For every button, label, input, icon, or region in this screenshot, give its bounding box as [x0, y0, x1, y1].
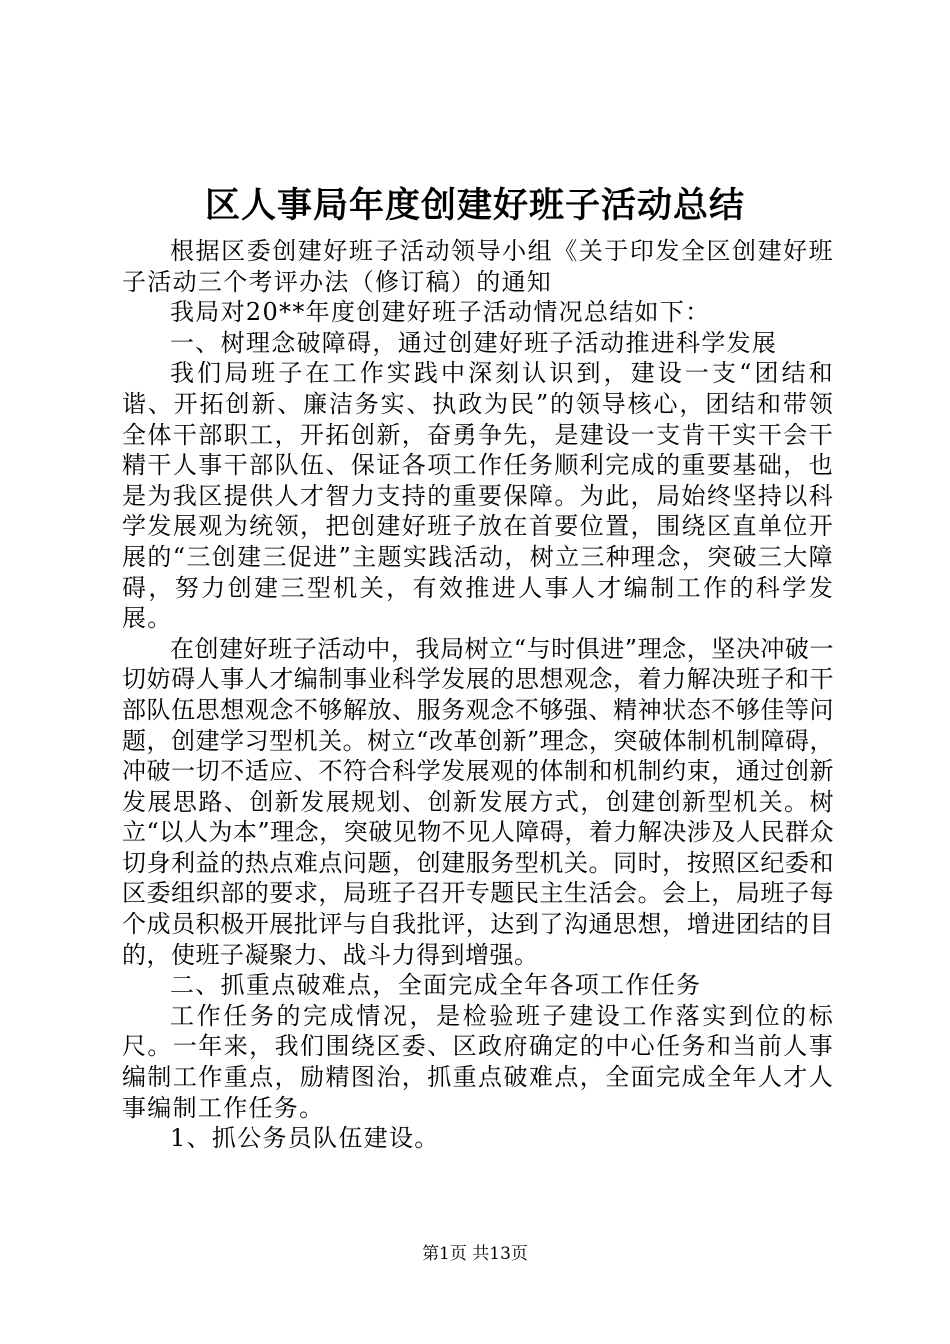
page-number-footer: 第1页 共13页: [422, 1244, 528, 1264]
section-heading-2: 二、抓重点破难点，全面完成全年各项工作任务: [170, 971, 702, 1000]
subsection-heading-1: 1、抓公务员队伍建设。: [170, 1124, 440, 1153]
paragraph-intro: 根据区委创建好班子活动领导小组《关于印发全区创建好班子活动三个考评办法（修订稿）的通知: [122, 237, 834, 296]
paragraph-body: 在创建好班子活动中，我局树立“与时俱进”理念，坚决冲破一切妨碍人事人才编制事业科学发展的思想观念，着力解决班子和干部队伍思想观念不够解放、服务观念不够强、精神状态不够佳等问题，创建学习型机关。树立“改革创新”理念，突破体制机制障碍，冲破一切不适应、不符合科学发展观的体制和机制约束，通过创新发展思路、创新发展规划、创新发展方式，创建创新型机关。树立“以人为本”理念，突破见物不见人障碍，着力解决涉及人民群众切身利益的热点难点问题，创建服务型机关。同时，按照区纪委和区委组织部的要求，局班子召开专题民主生活会。会上，局班子每个成员积极开展批评与自我批评，达到了沟通思想，增进团结的目的，使班子凝聚力、战斗力得到增强。: [122, 634, 834, 969]
document-title: 区人事局年度创建好班子活动总结: [204, 185, 745, 226]
paragraph-body: 工作任务的完成情况，是检验班子建设工作落实到位的标尺。一年来，我们围绕区委、区政府确定的中心任务和当前人事编制工作重点，励精图治，抓重点破难点，全面完成全年人才人事编制工作任务。: [122, 1001, 834, 1122]
paragraph-summary-lead: 我局对20**年度创建好班子活动情况总结如下：: [170, 298, 711, 327]
paragraph-body: 我们局班子在工作实践中深刻认识到，建设一支“团结和谐、开拓创新、廉洁务实、执政为民”的领导核心，团结和带领全体干部职工，开拓创新，奋勇争先，是建设一支肯干实干会干精干人事干部队伍、保证各项工作任务顺利完成的重要基础，也是为我区提供人才智力支持的重要保障。为此，局始终坚持以科学发展观为统领，把创建好班子放在首要位置，围绕区直单位开展的“三创建三促进”主题实践活动，树立三种理念，突破三大障碍，努力创建三型机关，有效推进人事人才编制工作的科学发展。: [122, 359, 834, 633]
section-heading-1: 一、树理念破障碍，通过创建好班子活动推进科学发展: [170, 328, 778, 357]
document-body: [122, 236, 834, 1154]
